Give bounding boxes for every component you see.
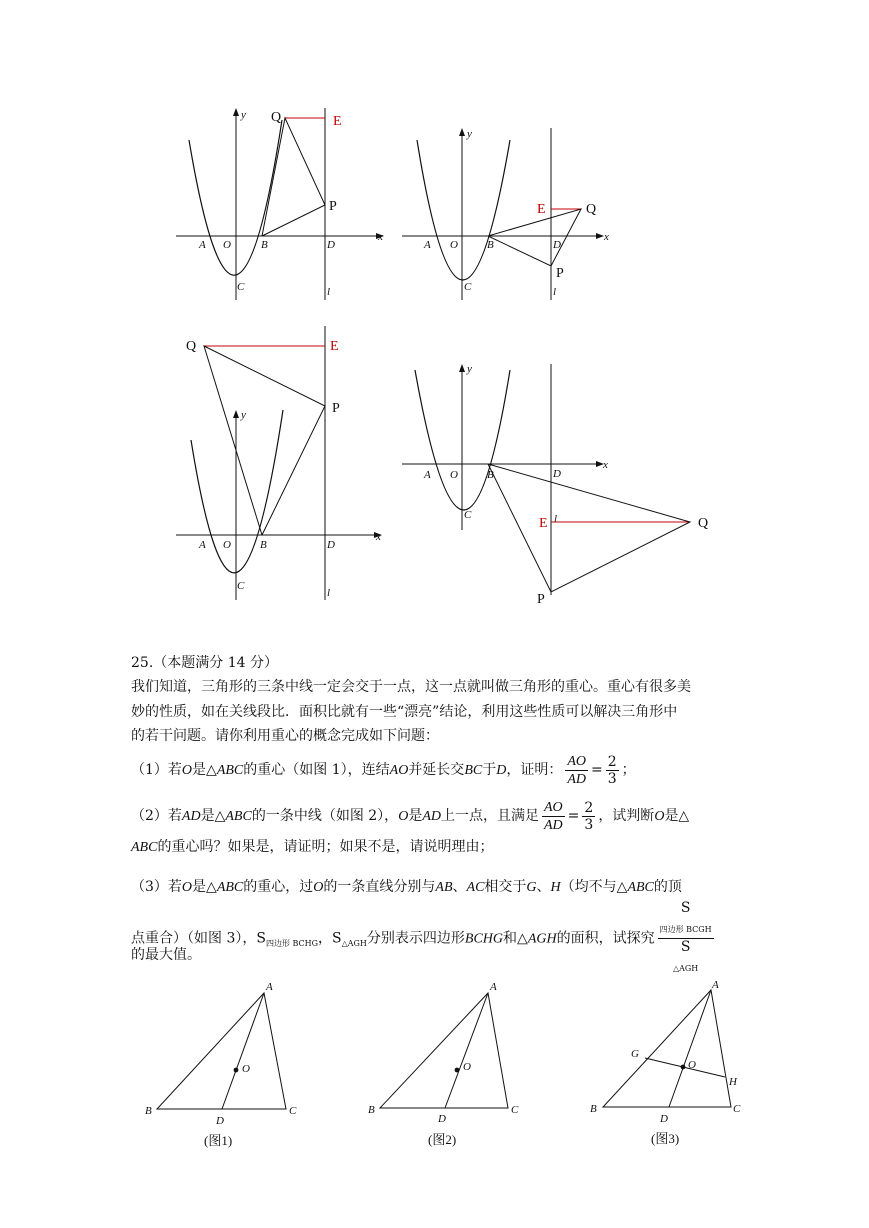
- label-e: E: [333, 114, 342, 129]
- triangle-figure-1: [135, 975, 305, 1155]
- svg-text:B: B: [261, 239, 268, 251]
- question-2-line-1: （2）若AD是△ABC的一条中线（如图 2），O是AD上一点，且满足 $\frac{AO}{AD}$ = $\frac{2}{3}$ ，试判断O是△: [131, 799, 690, 833]
- svg-text:O: O: [463, 1061, 471, 1073]
- fraction-area-ratio: S $_{四边形 BCGH}$ S $_{\triangle AGH}$: [659, 900, 712, 973]
- svg-text:Q: Q: [186, 339, 197, 354]
- svg-text:C: C: [464, 281, 472, 293]
- svg-text:P: P: [537, 592, 545, 607]
- svg-text:x: x: [378, 231, 383, 243]
- svg-text:Q: Q: [586, 202, 597, 217]
- question-2-line-2: ABC的重心吗？如果是，请证明；如果不是，请说明理由；: [131, 839, 494, 855]
- fraction-two-thirds: $\frac{2}{3}$: [607, 753, 617, 787]
- svg-text:l: l: [327, 286, 331, 298]
- svg-text:A: A: [712, 979, 719, 991]
- svg-text:E: E: [330, 339, 339, 354]
- question-3-line-2: 点重合）（如图 3），$S_{四边形 BCHG}$，$S_{\triangle AGH}$分别表示四边形BCHG和△AGH的面积，试探究 S $_{四边形 BCGH}$ S $_{\triangle AGH}$: [131, 900, 717, 944]
- svg-text:D: D: [438, 1113, 446, 1125]
- question-3-line-1: （3）若O是△ABC的重心，过O的一条直线分别与AB、AC相交于G、H（均不与△ABC的顶: [131, 879, 682, 895]
- svg-text:A: A: [424, 469, 431, 481]
- svg-text:A: A: [266, 981, 273, 993]
- svg-text:B: B: [145, 1105, 152, 1117]
- problem-intro-1: 我们知道，三角形的三条中线一定会交于一点，这一点就叫做三角形的重心。重心有很多美: [131, 679, 691, 695]
- parabola-figure-3: [170, 320, 390, 610]
- triangle-figure-3: [585, 975, 755, 1155]
- svg-text:D: D: [327, 239, 335, 251]
- svg-text:P: P: [332, 401, 340, 416]
- label-q: Q: [271, 110, 282, 125]
- svg-text:C: C: [289, 1105, 297, 1117]
- triangle-figure-2: [360, 975, 530, 1155]
- svg-text:y: y: [467, 128, 472, 140]
- svg-text:C: C: [464, 509, 472, 521]
- svg-text:A: A: [490, 981, 497, 993]
- svg-text:B: B: [487, 239, 494, 251]
- svg-text:O: O: [223, 239, 231, 251]
- parabola-figure-2: [400, 120, 615, 310]
- svg-text:O: O: [223, 539, 231, 551]
- svg-text:G: G: [631, 1048, 639, 1060]
- svg-text:Q: Q: [698, 516, 709, 531]
- fraction-ao-ad: $\frac{AO}{AD}$: [567, 753, 586, 787]
- caption-fig-2: (图2): [428, 1132, 457, 1147]
- label-p: P: [329, 199, 337, 214]
- svg-text:B: B: [590, 1103, 597, 1115]
- svg-text:D: D: [553, 468, 561, 480]
- svg-text:l: l: [553, 286, 557, 298]
- svg-text:E: E: [539, 516, 548, 531]
- question-1: （1）若O是△ABC的重心（如图 1），连结AO并延长交BC于D，证明： $\frac{AO}{AD}$ = $\frac{2}{3}$ ；: [131, 753, 636, 787]
- svg-text:C: C: [733, 1103, 741, 1115]
- svg-text:D: D: [216, 1115, 224, 1127]
- svg-text:P: P: [556, 266, 564, 281]
- caption-fig-1: (图1): [204, 1133, 233, 1148]
- problem-intro-3: 的若干问题。请你利用重心的概念完成如下问题：: [131, 728, 439, 744]
- parabola-figure-4: [400, 355, 720, 610]
- problem-intro-2: 妙的性质，如在关线段比．面积比就有一些“漂亮”结论，利用这些性质可以解决三角形中: [131, 704, 678, 720]
- svg-text:B: B: [260, 539, 267, 551]
- svg-text:B: B: [368, 1104, 375, 1116]
- svg-text:B: B: [487, 469, 494, 481]
- problem-heading: 25.（本题满分 14 分）: [131, 655, 278, 671]
- question-3-line-3: 的最大值。: [131, 947, 201, 963]
- svg-text:A: A: [199, 239, 206, 251]
- svg-text:l: l: [554, 513, 558, 525]
- caption-fig-3: (图3): [651, 1131, 680, 1146]
- svg-text:x: x: [376, 531, 381, 543]
- svg-text:A: A: [424, 239, 431, 251]
- svg-text:H: H: [729, 1076, 737, 1088]
- svg-text:C: C: [237, 281, 245, 293]
- svg-text:x: x: [604, 231, 609, 243]
- svg-text:D: D: [327, 539, 335, 551]
- svg-text:O: O: [450, 469, 458, 481]
- svg-text:l: l: [327, 587, 331, 599]
- svg-text:D: D: [660, 1113, 668, 1125]
- svg-text:y: y: [467, 363, 472, 375]
- svg-text:O: O: [450, 239, 458, 251]
- svg-text:D: D: [553, 239, 561, 251]
- svg-text:C: C: [237, 580, 245, 592]
- parabola-figure-1: [170, 100, 390, 310]
- svg-text:E: E: [537, 202, 546, 217]
- svg-text:A: A: [199, 539, 206, 551]
- label-y: y: [241, 109, 246, 121]
- svg-text:C: C: [511, 1104, 519, 1116]
- svg-text:O: O: [242, 1063, 250, 1075]
- svg-text:O: O: [688, 1059, 696, 1071]
- svg-text:y: y: [241, 409, 246, 421]
- svg-text:x: x: [603, 459, 608, 471]
